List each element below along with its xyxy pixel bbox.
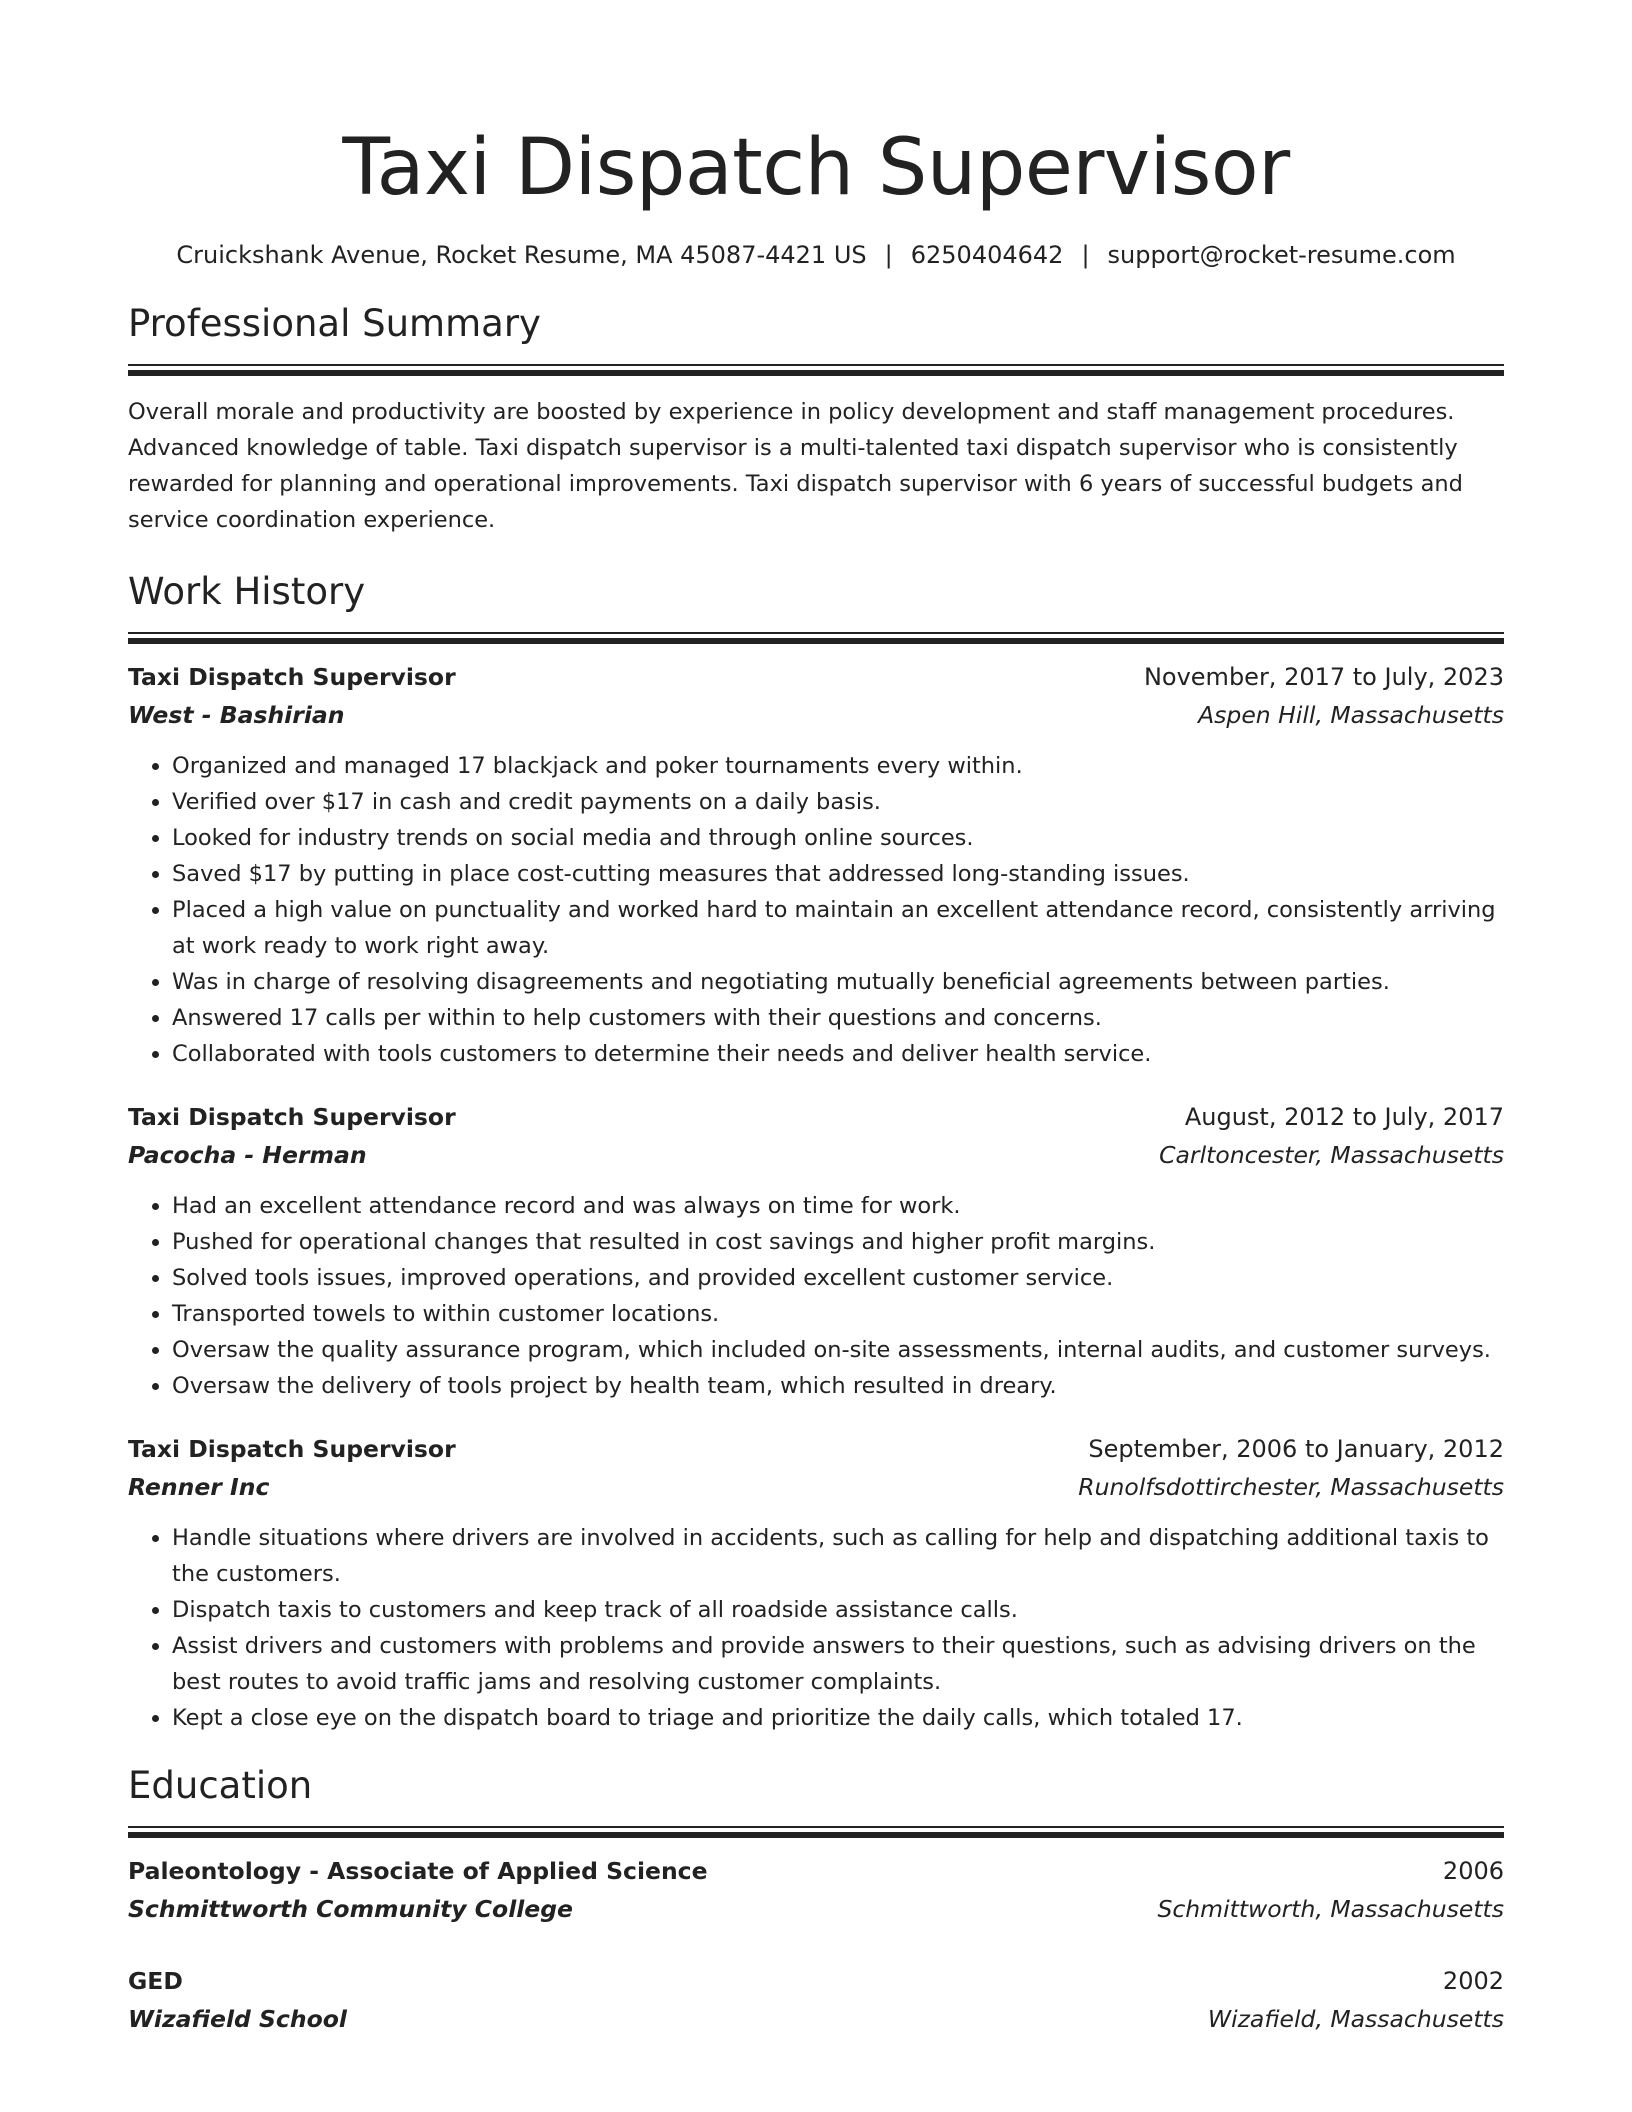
summary-title: Professional Summary — [128, 302, 541, 345]
job-bullet: • Dispatch taxis to customers and keep track of all roadside assistance calls. — [172, 1592, 1504, 1628]
job-bullet: • Had an excellent attendance record and was always on time for work. — [172, 1188, 1504, 1224]
job-location: Runolfsdottirchester, Massachusetts — [1078, 1473, 1504, 1501]
contact-separator: | — [1081, 241, 1090, 269]
education-location: Schmittworth, Massachusetts — [1157, 1895, 1504, 1923]
work-history-title: Work History — [128, 570, 366, 613]
job-company: West - Bashirian — [128, 701, 345, 729]
job-bullet: • Solved tools issues, improved operations, and provided excellent customer service. — [172, 1260, 1504, 1296]
job-bullet: • Kept a close eye on the dispatch board to triage and prioritize the daily calls, which totaled 17. — [172, 1700, 1504, 1736]
education-year: 2006 — [1442, 1857, 1504, 1885]
job-bullet: • Oversaw the delivery of tools project by health team, which resulted in dreary. — [172, 1368, 1504, 1404]
job-bullet: • Verified over $17 in cash and credit payments on a daily basis. — [172, 784, 1504, 820]
education-school-row — [128, 2000, 1504, 2038]
job-entry — [128, 1098, 1504, 1404]
job-bullets — [128, 1520, 1504, 1736]
education-degree: GED — [128, 1967, 183, 1995]
job-company-row — [128, 1136, 1504, 1174]
job-bullet: • Collaborated with tools customers to determine their needs and deliver health service. — [172, 1036, 1504, 1072]
contact-address: Cruickshank Avenue, Rocket Resume, MA 45087-4421 US — [176, 241, 867, 269]
job-entry — [128, 658, 1504, 1072]
education-school: Wizafield School — [128, 2005, 347, 2033]
education-degree: Paleontology - Associate of Applied Science — [128, 1857, 708, 1885]
job-dates: November, 2017 to July, 2023 — [1143, 663, 1504, 691]
education-school: Schmittworth Community College — [128, 1895, 573, 1923]
job-company-row — [128, 1468, 1504, 1506]
education-school-row — [128, 1890, 1504, 1928]
job-bullets — [128, 748, 1504, 1072]
education-title: Education — [128, 1764, 313, 1807]
education-location: Wizafield, Massachusetts — [1207, 2005, 1504, 2033]
job-bullet: • Organized and managed 17 blackjack and poker tournaments every within. — [172, 748, 1504, 784]
education-section — [128, 1762, 1504, 2038]
contact-email: support@rocket-resume.com — [1107, 241, 1456, 269]
job-bullets — [128, 1188, 1504, 1404]
job-title: Taxi Dispatch Supervisor — [128, 1103, 456, 1131]
job-bullet: • Oversaw the quality assurance program, which included on-site assessments, internal audits, and customer surveys. — [172, 1332, 1504, 1368]
job-entry — [128, 1430, 1504, 1736]
summary-text: Overall morale and productivity are boosted by experience in policy development and staff management procedures. Advanced knowledge of table. Taxi dispatch supervisor is a multi-talented taxi dispatch supervisor who is consistently rewarded for planning and operational improvements. Taxi dispatch supervisor with 6 years of successful budgets and service coordination experience. — [128, 399, 1463, 533]
section-divider — [128, 364, 1504, 376]
contact-separator: | — [884, 241, 893, 269]
job-bullet: • Looked for industry trends on social media and through online sources. — [172, 820, 1504, 856]
education-header-row — [128, 1852, 1504, 1890]
summary-section — [128, 300, 1504, 538]
section-divider — [128, 1826, 1504, 1838]
job-company: Renner Inc — [128, 1473, 270, 1501]
job-bullet: • Pushed for operational changes that resulted in cost savings and higher profit margins. — [172, 1224, 1504, 1260]
job-bullet: • Answered 17 calls per within to help customers with their questions and concerns. — [172, 1000, 1504, 1036]
job-company-row — [128, 696, 1504, 734]
education-entry — [128, 1852, 1504, 1928]
job-header-row — [128, 1430, 1504, 1468]
job-bullet: • Placed a high value on punctuality and worked hard to maintain an excellent attendance record, consistently arriving at work ready to work right away. — [172, 892, 1504, 964]
job-dates: August, 2012 to July, 2017 — [1184, 1103, 1504, 1131]
job-header-row — [128, 1098, 1504, 1136]
work-history-section — [128, 568, 1504, 1736]
job-bullet: • Was in charge of resolving disagreements and negotiating mutually beneficial agreements between parties. — [172, 964, 1504, 1000]
job-title: Taxi Dispatch Supervisor — [128, 663, 456, 691]
job-bullet: • Assist drivers and customers with problems and provide answers to their questions, such as advising drivers on the best routes to avoid traffic jams and resolving customer complaints. — [172, 1628, 1504, 1700]
contact-line — [128, 240, 1504, 270]
job-bullet: • Transported towels to within customer locations. — [172, 1296, 1504, 1332]
contact-phone: 6250404642 — [910, 241, 1064, 269]
resume-name: Taxi Dispatch Supervisor — [342, 123, 1290, 213]
education-entry — [128, 1962, 1504, 2038]
job-title: Taxi Dispatch Supervisor — [128, 1435, 456, 1463]
job-dates: September, 2006 to January, 2012 — [1088, 1435, 1504, 1463]
resume-page — [128, 0, 1504, 2038]
job-bullet: • Saved $17 by putting in place cost-cutting measures that addressed long-standing issues. — [172, 856, 1504, 892]
job-company: Pacocha - Herman — [128, 1141, 367, 1169]
job-location: Aspen Hill, Massachusetts — [1198, 701, 1504, 729]
job-bullet: • Handle situations where drivers are involved in accidents, such as calling for help and dispatching additional taxis to the customers. — [172, 1520, 1504, 1592]
section-divider — [128, 632, 1504, 644]
job-location: Carltoncester, Massachusetts — [1159, 1141, 1504, 1169]
education-header-row — [128, 1962, 1504, 2000]
education-year: 2002 — [1442, 1967, 1504, 1995]
job-header-row — [128, 658, 1504, 696]
